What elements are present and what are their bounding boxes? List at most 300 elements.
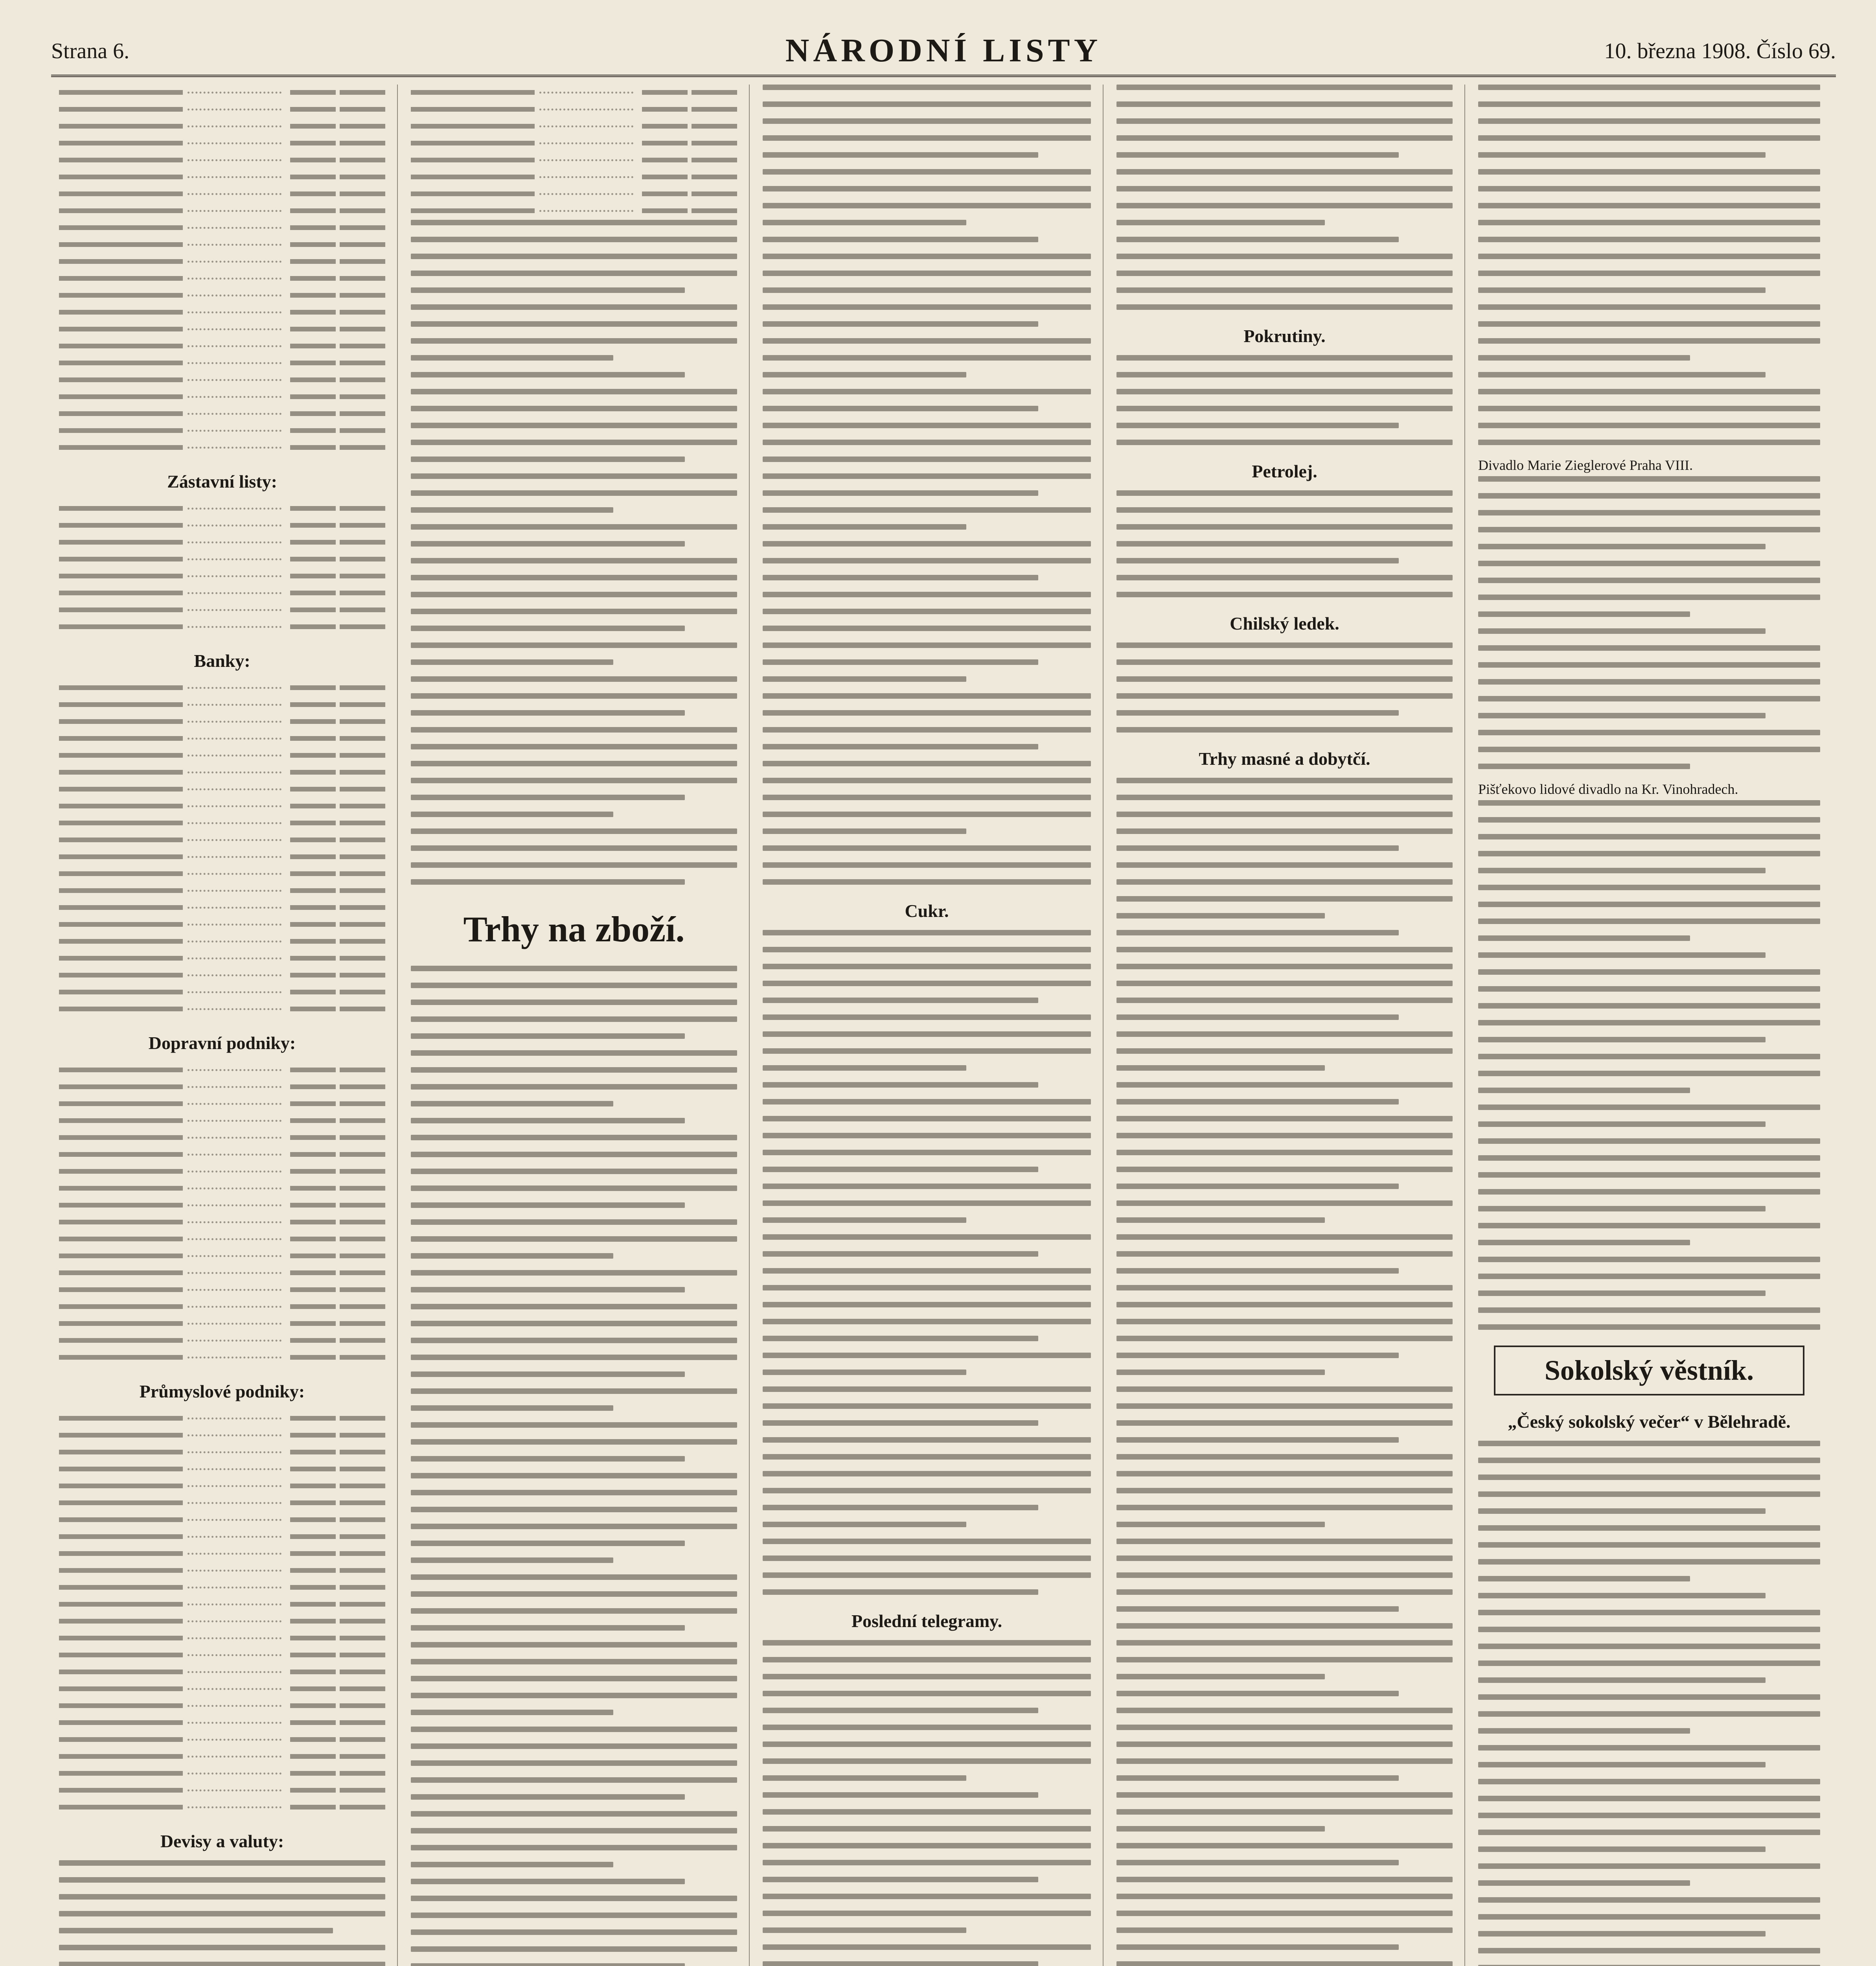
table-row bbox=[59, 534, 385, 550]
table-row bbox=[59, 169, 385, 185]
column-market-reports bbox=[411, 85, 737, 1966]
text-line bbox=[1116, 541, 1453, 547]
table-row bbox=[59, 1495, 385, 1511]
text-line bbox=[1116, 998, 1453, 1003]
text-line bbox=[411, 1743, 737, 1749]
text-line bbox=[411, 1710, 613, 1715]
text-block bbox=[763, 1640, 1091, 1966]
text-line bbox=[763, 1775, 966, 1781]
section-heading: Chilský ledek. bbox=[1230, 613, 1339, 633]
text-line bbox=[411, 1929, 737, 1935]
text-line bbox=[59, 1877, 385, 1883]
text-line bbox=[411, 1219, 737, 1225]
text-line bbox=[411, 1388, 737, 1394]
text-line bbox=[763, 237, 1038, 242]
text-line bbox=[1478, 1830, 1820, 1835]
text-line bbox=[411, 440, 737, 445]
table-row bbox=[59, 781, 385, 797]
text-line bbox=[763, 1353, 1091, 1358]
text-line bbox=[1478, 747, 1820, 752]
text-line bbox=[59, 1911, 385, 1916]
text-line bbox=[763, 1640, 1091, 1646]
table-row bbox=[59, 423, 385, 438]
text-line bbox=[1478, 476, 1820, 482]
table-row bbox=[411, 203, 737, 219]
text-line bbox=[1478, 510, 1820, 515]
text-line bbox=[1116, 879, 1453, 885]
text-block bbox=[763, 85, 1091, 885]
table-row bbox=[59, 1197, 385, 1213]
text-line bbox=[763, 1403, 1091, 1409]
text-line bbox=[1478, 764, 1690, 769]
text-line bbox=[1116, 1285, 1453, 1290]
text-line bbox=[763, 1894, 1091, 1899]
text-line bbox=[763, 1843, 1091, 1848]
table-row bbox=[59, 1681, 385, 1697]
text-line bbox=[1478, 1660, 1820, 1666]
text-line bbox=[411, 287, 685, 293]
text-line bbox=[1478, 304, 1820, 310]
text-line bbox=[763, 1589, 1038, 1595]
text-line bbox=[763, 389, 1091, 394]
text-line bbox=[1478, 969, 1820, 975]
text-line bbox=[1116, 1082, 1453, 1088]
section-heading: Devisy a valuty: bbox=[160, 1831, 284, 1851]
text-line bbox=[411, 676, 737, 682]
text-line bbox=[1478, 561, 1820, 566]
text-line bbox=[763, 355, 1091, 361]
text-line bbox=[1116, 1353, 1399, 1358]
text-line bbox=[763, 423, 1091, 428]
text-line bbox=[1116, 389, 1453, 394]
table-row bbox=[59, 1001, 385, 1017]
text-line bbox=[1116, 1437, 1399, 1443]
table-row bbox=[59, 372, 385, 388]
text-line bbox=[1478, 595, 1820, 600]
text-line bbox=[411, 1625, 685, 1631]
table-row bbox=[59, 186, 385, 202]
text-line bbox=[411, 237, 737, 242]
text-line bbox=[763, 541, 1091, 547]
newspaper-title: NÁRODNÍ LISTY bbox=[785, 32, 1102, 69]
text-line bbox=[1478, 1525, 1820, 1531]
text-line bbox=[411, 1185, 737, 1191]
text-line bbox=[763, 592, 1091, 597]
column-rule bbox=[1464, 85, 1465, 1966]
text-line bbox=[1478, 1474, 1820, 1480]
table-row bbox=[59, 984, 385, 1000]
text-line bbox=[763, 1336, 1038, 1341]
column-rule bbox=[749, 85, 750, 1966]
text-line bbox=[1478, 952, 1766, 958]
text-line bbox=[411, 727, 737, 733]
text-line bbox=[1116, 1657, 1453, 1662]
text-line bbox=[1478, 1627, 1820, 1632]
text-line bbox=[763, 1082, 1038, 1088]
text-line bbox=[1478, 1508, 1766, 1514]
text-line bbox=[1478, 902, 1820, 907]
table-row bbox=[59, 135, 385, 151]
text-line bbox=[1116, 1403, 1453, 1409]
table-row bbox=[59, 1265, 385, 1281]
table-row bbox=[59, 568, 385, 584]
table-row bbox=[59, 1282, 385, 1298]
text-line bbox=[1478, 834, 1820, 839]
text-block bbox=[411, 220, 737, 885]
text-line bbox=[1478, 135, 1820, 141]
rates-block bbox=[59, 1062, 385, 1365]
text-line bbox=[411, 1811, 737, 1817]
text-line bbox=[411, 1845, 737, 1850]
text-line bbox=[411, 1642, 737, 1648]
table-row bbox=[59, 101, 385, 117]
rates-block bbox=[59, 501, 385, 635]
text-line bbox=[1116, 1606, 1399, 1612]
text-line bbox=[1116, 1133, 1453, 1138]
text-line bbox=[763, 1217, 966, 1223]
table-row bbox=[59, 764, 385, 780]
text-line bbox=[411, 406, 737, 411]
text-line bbox=[1478, 338, 1820, 344]
text-line bbox=[1116, 423, 1399, 428]
text-line bbox=[411, 1963, 685, 1966]
table-row bbox=[59, 118, 385, 134]
text-block bbox=[1478, 85, 1820, 208]
text-block bbox=[411, 966, 737, 1966]
text-line bbox=[1478, 1172, 1820, 1178]
text-line bbox=[1116, 85, 1453, 90]
text-line bbox=[1478, 1542, 1820, 1548]
table-row bbox=[59, 1147, 385, 1162]
text-line bbox=[763, 998, 1038, 1003]
text-line bbox=[411, 778, 737, 783]
table-row bbox=[59, 1096, 385, 1112]
text-line bbox=[59, 1945, 385, 1950]
text-line bbox=[763, 1319, 1091, 1324]
text-line bbox=[763, 1877, 1038, 1882]
text-line bbox=[763, 1420, 1038, 1426]
text-line bbox=[1116, 592, 1453, 597]
text-line bbox=[1116, 575, 1453, 580]
table-row bbox=[59, 517, 385, 533]
text-line bbox=[1116, 778, 1453, 783]
table-row bbox=[59, 1613, 385, 1629]
section-heading: Petrolej. bbox=[1252, 461, 1317, 481]
text-line bbox=[763, 659, 1038, 665]
table-row bbox=[59, 747, 385, 763]
text-line bbox=[763, 947, 1091, 952]
text-line bbox=[763, 828, 966, 834]
table-row bbox=[59, 1444, 385, 1460]
table-row bbox=[59, 1765, 385, 1781]
table-row bbox=[59, 1079, 385, 1095]
text-line bbox=[1478, 101, 1820, 107]
text-line bbox=[1116, 558, 1399, 563]
text-line bbox=[411, 271, 737, 276]
text-line bbox=[411, 626, 685, 631]
rates-block bbox=[411, 85, 737, 219]
text-line bbox=[763, 1691, 1091, 1696]
text-line bbox=[1478, 220, 1820, 225]
text-line bbox=[1478, 1104, 1820, 1110]
text-line bbox=[763, 778, 1091, 783]
text-line bbox=[763, 1961, 1038, 1966]
text-line bbox=[763, 744, 1038, 749]
text-line bbox=[411, 744, 737, 749]
section-heading: Zástavní listy: bbox=[167, 471, 277, 492]
table-row bbox=[59, 1630, 385, 1646]
text-line bbox=[1478, 1223, 1820, 1228]
table-row bbox=[59, 1596, 385, 1612]
text-line bbox=[1116, 1454, 1453, 1460]
text-line bbox=[411, 1574, 737, 1580]
text-line bbox=[1116, 1217, 1325, 1223]
text-line bbox=[1478, 1863, 1820, 1869]
text-line bbox=[1116, 1184, 1399, 1189]
text-line bbox=[1116, 203, 1453, 208]
text-line bbox=[1478, 1324, 1820, 1330]
text-line bbox=[1478, 645, 1820, 651]
text-line bbox=[1116, 862, 1453, 868]
text-line bbox=[1478, 1274, 1820, 1279]
column-rule bbox=[1103, 85, 1104, 1966]
text-line bbox=[1116, 693, 1453, 699]
text-line bbox=[1116, 406, 1453, 411]
table-row bbox=[59, 1698, 385, 1714]
table-row bbox=[411, 135, 737, 151]
text-line bbox=[1478, 1576, 1690, 1581]
text-line bbox=[411, 1135, 737, 1140]
text-line bbox=[763, 1302, 1091, 1307]
text-line bbox=[1116, 1099, 1399, 1104]
text-line bbox=[1478, 1762, 1766, 1767]
text-line bbox=[763, 490, 1038, 496]
table-row bbox=[411, 85, 737, 100]
text-line bbox=[411, 761, 737, 766]
text-line bbox=[411, 609, 737, 614]
text-line bbox=[1116, 1420, 1453, 1426]
text-line bbox=[763, 795, 1091, 800]
text-line bbox=[1116, 1234, 1453, 1240]
column-rule bbox=[397, 85, 398, 1966]
text-line bbox=[411, 1236, 737, 1242]
text-line bbox=[1116, 1370, 1325, 1375]
text-line bbox=[411, 1405, 613, 1411]
text-line bbox=[1116, 1843, 1453, 1848]
text-line bbox=[1116, 1961, 1453, 1966]
text-line bbox=[411, 1727, 737, 1732]
text-block bbox=[1116, 355, 1453, 445]
text-line bbox=[1116, 1691, 1399, 1696]
text-line bbox=[1478, 254, 1820, 259]
text-line bbox=[411, 1879, 685, 1884]
text-line bbox=[763, 609, 1091, 614]
text-line bbox=[763, 440, 1091, 445]
text-line bbox=[763, 1454, 1091, 1460]
text-line bbox=[1116, 1792, 1453, 1798]
table-row bbox=[59, 798, 385, 814]
table-row bbox=[59, 1163, 385, 1179]
text-line bbox=[763, 1437, 1091, 1443]
table-row bbox=[59, 203, 385, 219]
text-line bbox=[763, 845, 1091, 851]
table-row bbox=[59, 389, 385, 405]
text-line bbox=[1478, 1290, 1766, 1296]
text-line bbox=[763, 1116, 1091, 1121]
text-line bbox=[411, 304, 737, 310]
text-line bbox=[411, 490, 737, 496]
text-line bbox=[1116, 1877, 1453, 1882]
text-line bbox=[1478, 1779, 1820, 1784]
text-line bbox=[1478, 1813, 1820, 1818]
column-notices-sokol bbox=[1478, 85, 1820, 1966]
text-line bbox=[411, 1507, 737, 1512]
table-row bbox=[59, 967, 385, 983]
table-row bbox=[411, 118, 737, 134]
text-line bbox=[1478, 237, 1820, 242]
text-line bbox=[763, 152, 1038, 158]
text-line bbox=[1478, 1796, 1820, 1801]
text-line bbox=[1116, 1251, 1453, 1257]
text-line bbox=[763, 118, 1091, 124]
text-line bbox=[763, 1792, 1038, 1798]
section-heading: Průmyslové podniky: bbox=[139, 1381, 305, 1401]
text-line bbox=[411, 983, 737, 988]
text-line bbox=[1116, 524, 1453, 530]
text-line bbox=[1116, 372, 1453, 377]
text-line bbox=[1116, 1116, 1453, 1121]
text-line bbox=[1478, 527, 1820, 532]
text-line bbox=[763, 1809, 1091, 1815]
text-line bbox=[1116, 355, 1453, 361]
text-line bbox=[763, 1708, 1038, 1713]
text-line bbox=[1116, 220, 1325, 225]
text-line bbox=[1116, 169, 1453, 175]
text-line bbox=[763, 1167, 1038, 1172]
text-block bbox=[1478, 800, 1820, 1330]
text-line bbox=[411, 1338, 737, 1343]
text-line bbox=[763, 372, 966, 377]
table-row bbox=[59, 551, 385, 567]
text-line bbox=[1116, 1911, 1453, 1916]
text-line bbox=[763, 254, 1091, 259]
table-row bbox=[59, 731, 385, 746]
text-block bbox=[763, 930, 1091, 1595]
text-line bbox=[411, 423, 737, 428]
text-line bbox=[59, 1928, 333, 1933]
text-line bbox=[1116, 287, 1453, 293]
text-line bbox=[1478, 662, 1820, 668]
text-line bbox=[763, 862, 1091, 868]
text-line bbox=[1478, 1914, 1820, 1920]
text-line bbox=[411, 1490, 737, 1495]
text-line bbox=[763, 575, 1038, 580]
text-line bbox=[763, 964, 1091, 969]
text-line bbox=[763, 1234, 1091, 1240]
text-line bbox=[411, 966, 737, 971]
text-line bbox=[1478, 389, 1820, 394]
text-line bbox=[1478, 578, 1820, 583]
text-line bbox=[411, 1422, 737, 1428]
text-line bbox=[411, 659, 613, 665]
text-line bbox=[411, 592, 737, 597]
text-line bbox=[1478, 1020, 1820, 1025]
text-line bbox=[763, 338, 1091, 344]
text-line bbox=[411, 473, 737, 479]
text-line bbox=[1116, 271, 1453, 276]
text-line bbox=[411, 1693, 737, 1698]
text-line bbox=[1116, 1302, 1453, 1307]
text-line bbox=[763, 1674, 1091, 1679]
text-line bbox=[763, 1048, 1091, 1054]
text-line bbox=[411, 1287, 685, 1292]
text-line bbox=[1116, 1319, 1453, 1324]
text-line bbox=[1478, 1458, 1820, 1463]
notice-heading: Pišťekovo lidové divadlo na Kr. Vinohradech. bbox=[1478, 781, 1738, 797]
text-line bbox=[763, 186, 1091, 191]
text-line bbox=[1116, 1572, 1453, 1578]
text-line bbox=[1478, 544, 1766, 549]
text-line bbox=[1478, 355, 1690, 361]
text-line bbox=[763, 1285, 1091, 1290]
text-line bbox=[411, 1118, 685, 1123]
text-line bbox=[1478, 1037, 1766, 1042]
text-line bbox=[763, 203, 1091, 208]
table-row bbox=[59, 1512, 385, 1528]
text-line bbox=[1116, 186, 1453, 191]
text-line bbox=[1478, 1711, 1820, 1717]
text-line bbox=[1116, 947, 1453, 952]
text-line bbox=[411, 1896, 737, 1901]
text-line bbox=[411, 1000, 737, 1005]
table-row bbox=[59, 1062, 385, 1078]
text-line bbox=[763, 1539, 1091, 1544]
text-line bbox=[763, 1522, 966, 1527]
column-commodities-theatre bbox=[1116, 85, 1453, 1966]
text-line bbox=[763, 1488, 1091, 1493]
table-row bbox=[59, 680, 385, 696]
text-line bbox=[763, 1505, 1038, 1510]
text-block bbox=[1478, 220, 1820, 445]
text-line bbox=[1116, 828, 1453, 834]
text-line bbox=[1116, 101, 1453, 107]
text-line bbox=[1478, 986, 1820, 992]
table-row bbox=[59, 1333, 385, 1348]
text-line bbox=[763, 981, 1091, 986]
table-row bbox=[59, 321, 385, 337]
text-line bbox=[1116, 1150, 1453, 1155]
section-heading: Trhy na zboží. bbox=[463, 909, 685, 949]
table-row bbox=[59, 237, 385, 252]
text-line bbox=[411, 1033, 685, 1039]
text-line bbox=[1116, 1167, 1453, 1172]
text-line bbox=[763, 642, 1091, 648]
text-line bbox=[1478, 493, 1820, 499]
text-line bbox=[763, 101, 1091, 107]
text-line bbox=[411, 1270, 737, 1276]
text-line bbox=[763, 930, 1091, 935]
table-row bbox=[59, 254, 385, 269]
table-row bbox=[59, 1546, 385, 1561]
table-row bbox=[59, 1113, 385, 1128]
text-line bbox=[763, 1200, 1091, 1206]
table-row bbox=[59, 220, 385, 236]
text-line bbox=[411, 1828, 737, 1833]
text-line bbox=[763, 1758, 1091, 1764]
text-line bbox=[1116, 1200, 1453, 1206]
text-block bbox=[1478, 476, 1820, 769]
text-line bbox=[1116, 254, 1453, 259]
